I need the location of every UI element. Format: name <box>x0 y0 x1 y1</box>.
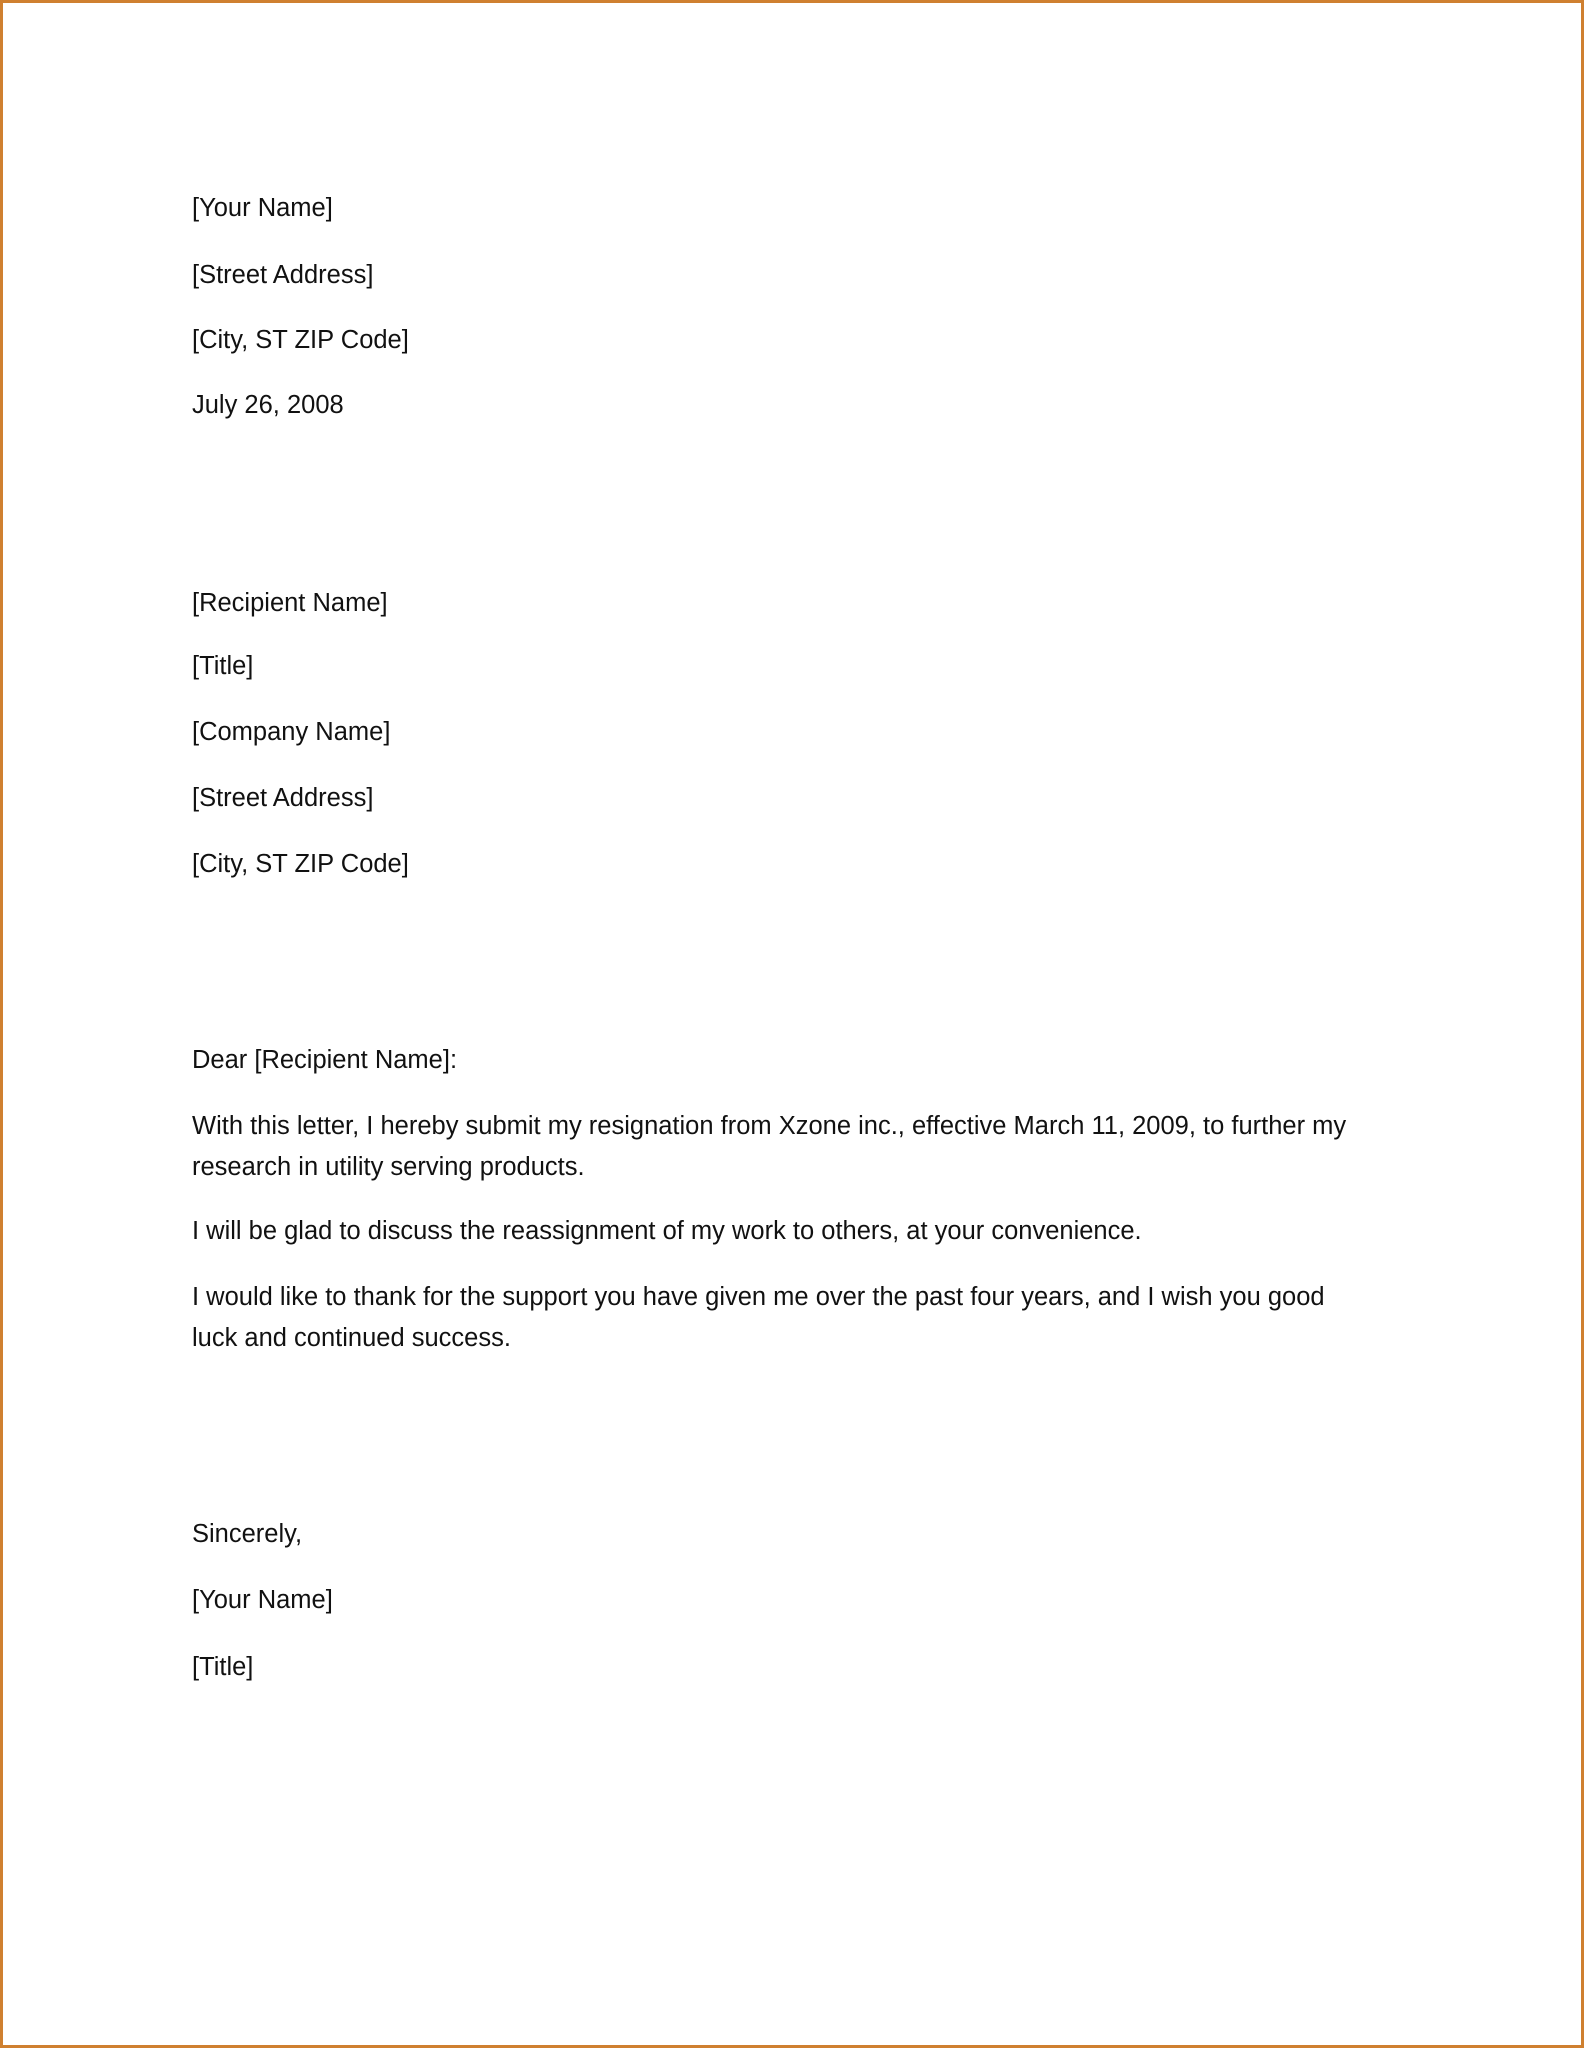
sender-name: [Your Name] <box>192 194 333 222</box>
body-paragraph-1-line-1: With this letter, I hereby submit my resignation from Xzone inc., effective March 11, 2009, to further my <box>192 1112 1347 1140</box>
body-paragraph-1-line-2: research in utility serving products. <box>192 1153 585 1181</box>
body-paragraph-3-line-2: luck and continued success. <box>192 1324 511 1352</box>
recipient-name: [Recipient Name] <box>192 589 388 617</box>
closing-word: Sincerely, <box>192 1520 303 1548</box>
body-paragraph-3-line-1: I would like to thank for the support you have given me over the past four years, and I wish you good <box>192 1283 1325 1311</box>
sender-street: [Street Address] <box>192 261 374 289</box>
sender-city: [City, ST ZIP Code] <box>192 326 409 354</box>
recipient-street: [Street Address] <box>192 784 374 812</box>
closing-title: [Title] <box>192 1653 254 1681</box>
closing-name: [Your Name] <box>192 1586 333 1614</box>
recipient-title: [Title] <box>192 652 254 680</box>
body-paragraph-2: I will be glad to discuss the reassignment of my work to others, at your convenience. <box>192 1217 1142 1245</box>
recipient-company: [Company Name] <box>192 718 391 746</box>
salutation: Dear [Recipient Name]: <box>192 1046 458 1074</box>
letter-date: July 26, 2008 <box>192 391 344 419</box>
recipient-city: [City, ST ZIP Code] <box>192 850 409 878</box>
